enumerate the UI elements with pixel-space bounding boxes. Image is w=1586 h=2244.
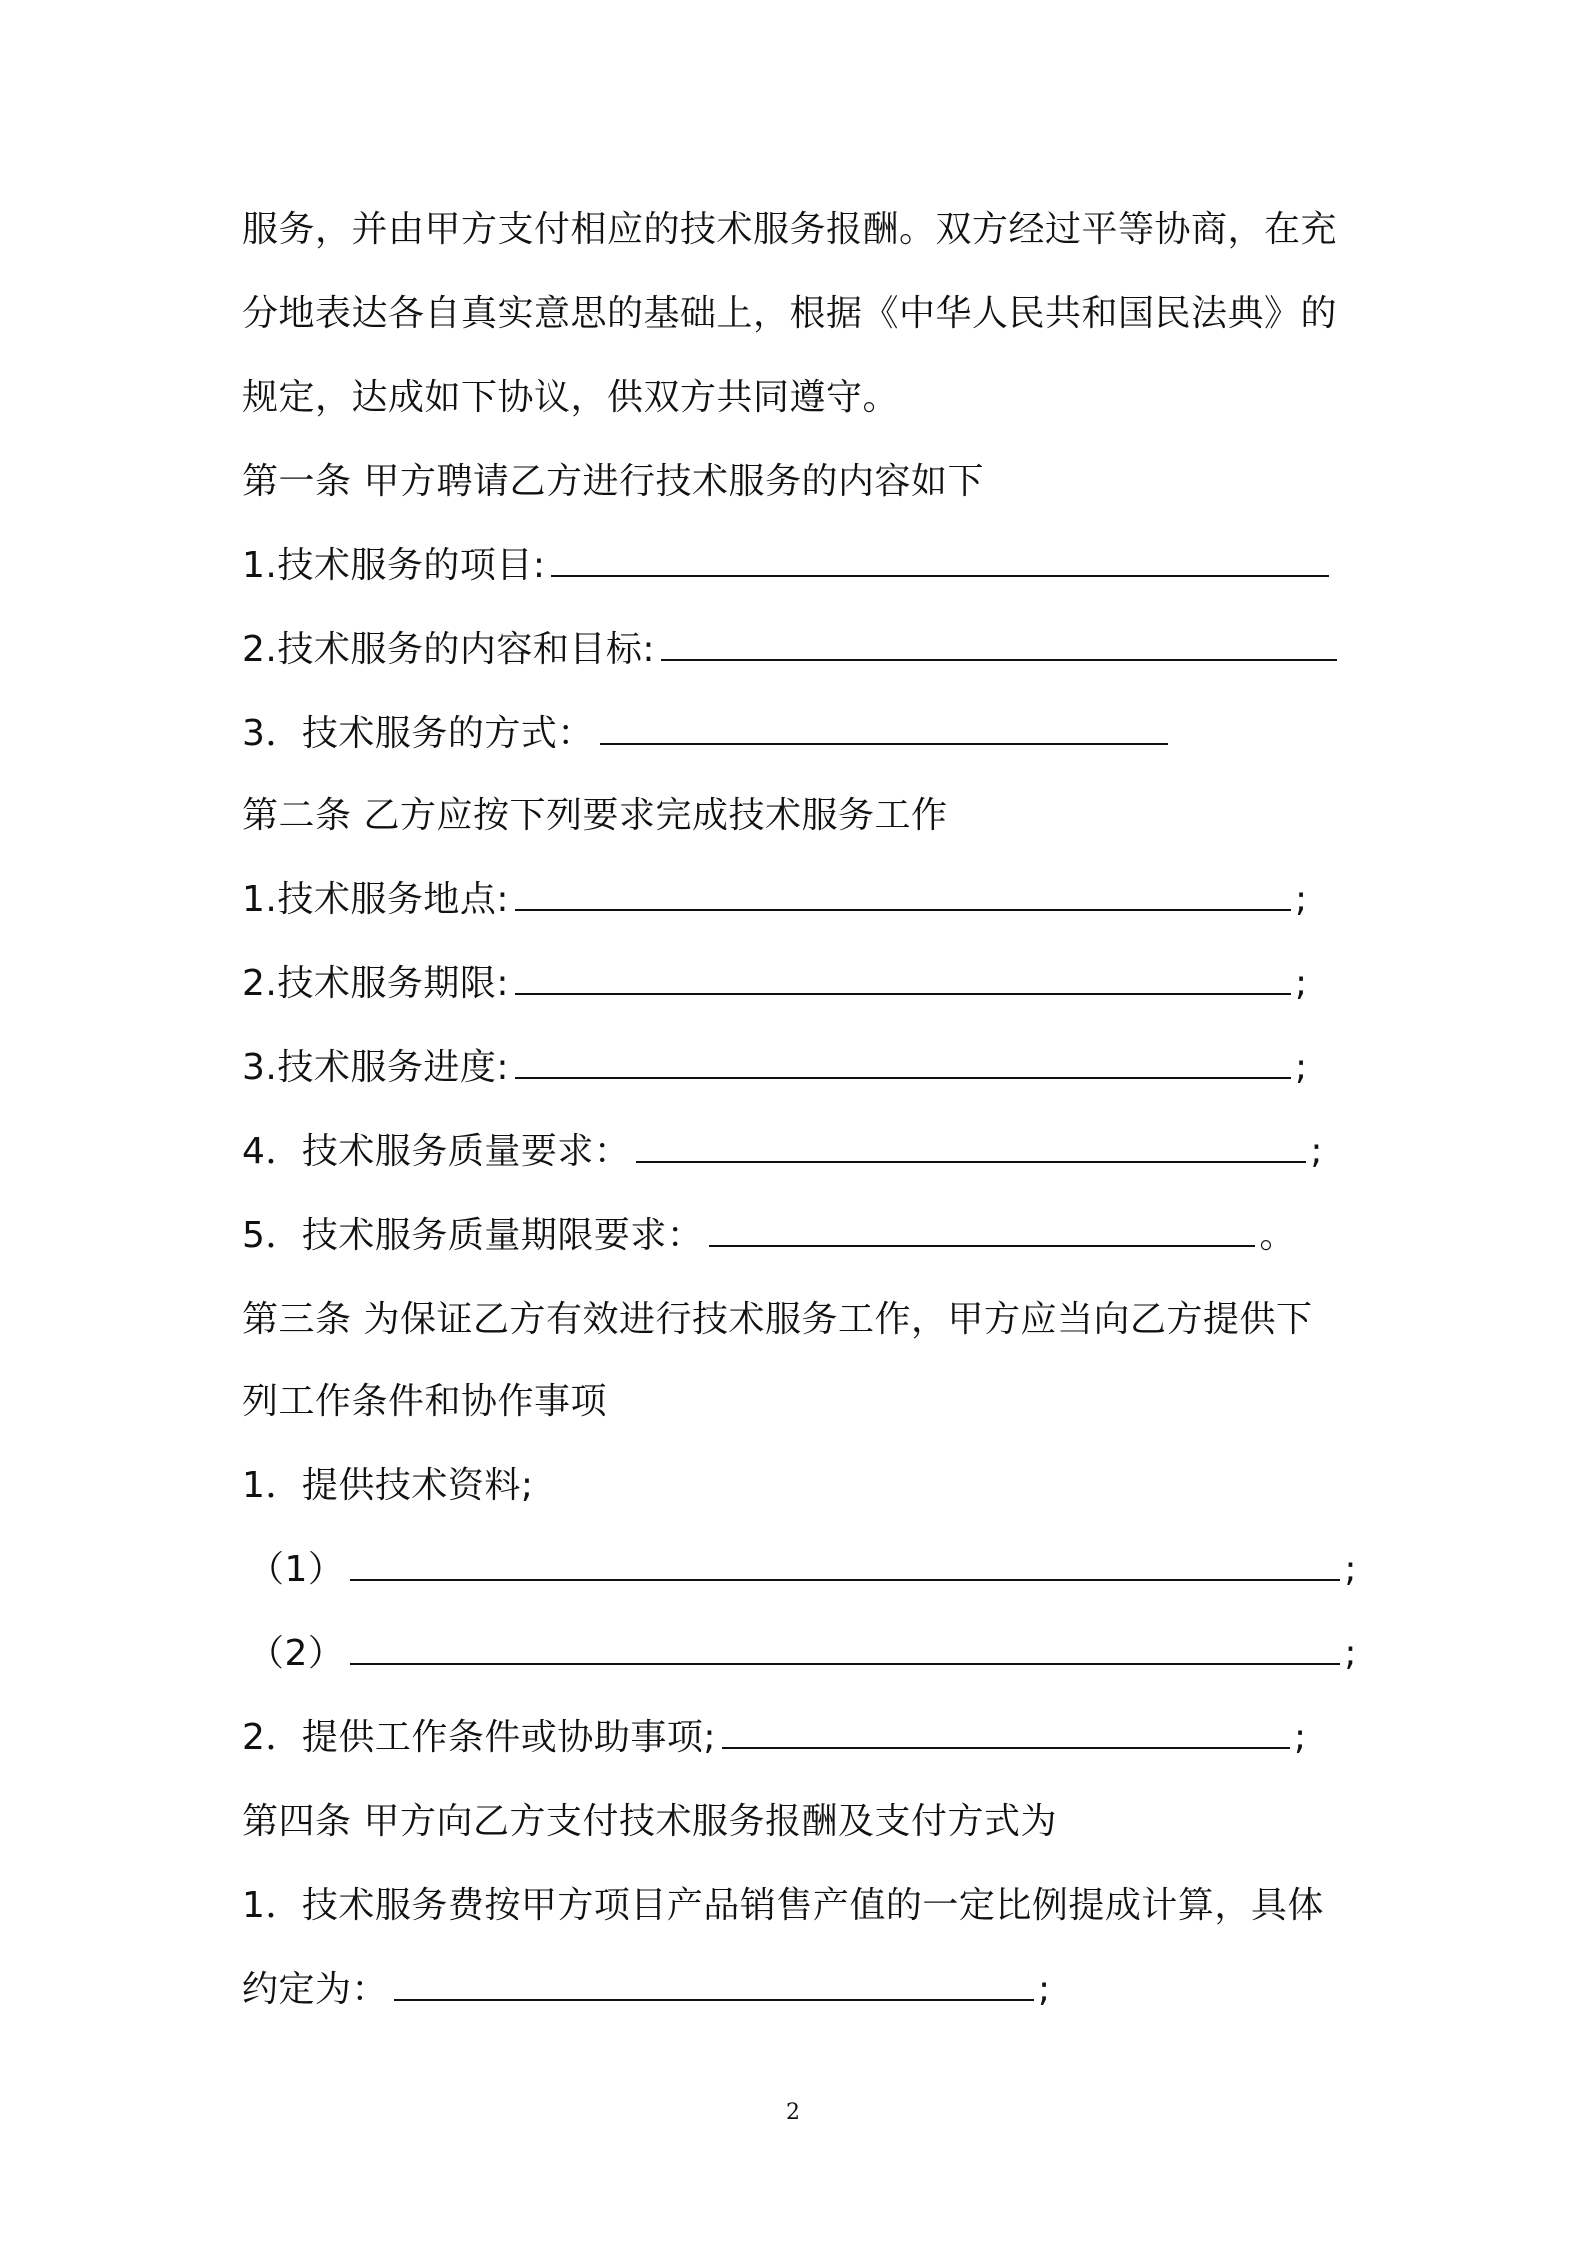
item-suffix: ; <box>1038 1969 1051 2010</box>
fill-in-blank[interactable] <box>394 1969 1034 2001</box>
item-label: （2） <box>248 1633 345 1674</box>
item-suffix: ; <box>1310 1131 1324 1172</box>
item-suffix: ; <box>1294 963 1308 1004</box>
article-4-title <box>242 1798 1057 1846</box>
item-suffix: ; <box>1344 1633 1358 1674</box>
fill-in-blank[interactable] <box>350 1633 1340 1665</box>
article-3-title-line-1 <box>242 1296 1312 1344</box>
article-1-item-2 <box>242 626 1341 674</box>
item-label: 3.技术服务进度: <box>242 1047 509 1088</box>
item-label: 3．技术服务的方式： <box>242 713 594 754</box>
fill-in-blank[interactable] <box>636 1131 1306 1163</box>
item-label: （1） <box>248 1549 345 1590</box>
fill-in-blank[interactable] <box>515 963 1291 995</box>
article-title-text: 第四条 甲方向乙方支付技术服务报酬及支付方式为 <box>242 1801 1057 1842</box>
article-2-title <box>242 792 947 840</box>
article-title-text: 第一条 甲方聘请乙方进行技术服务的内容如下 <box>242 461 984 502</box>
article-2-item-3 <box>242 1044 1308 1092</box>
article-title-text: 列工作条件和协作事项 <box>242 1381 608 1422</box>
article-3-item-2 <box>242 1714 1307 1762</box>
item-label: 5．技术服务质量期限要求： <box>242 1215 704 1256</box>
page-number: 2 <box>786 2100 800 2125</box>
item-suffix: ; <box>1294 879 1308 920</box>
fill-in-blank[interactable] <box>709 1215 1255 1247</box>
item-label: 4．技术服务质量要求： <box>242 1131 631 1172</box>
fill-in-blank[interactable] <box>350 1549 1340 1581</box>
fill-in-blank[interactable] <box>722 1717 1290 1749</box>
item-label: 1．技术服务费按甲方项目产品销售产值的一定比例提成计算，具体 <box>242 1885 1324 1926</box>
article-title-text: 第二条 乙方应按下列要求完成技术服务工作 <box>242 795 948 836</box>
article-3-title-line-2 <box>242 1378 607 1426</box>
article-2-item-1 <box>242 876 1308 924</box>
article-3-sub-item-2 <box>248 1630 1357 1678</box>
article-4-item-1-line-1 <box>242 1882 1324 1930</box>
paragraph-text: 服务，并由甲方支付相应的技术服务报酬。双方经过平等协商，在充 <box>242 209 1338 250</box>
fill-in-blank[interactable] <box>600 713 1168 745</box>
item-suffix: ; <box>1294 1047 1308 1088</box>
item-label: 2.技术服务的内容和目标: <box>242 629 655 670</box>
paragraph-line-2 <box>242 290 1337 338</box>
article-4-item-1-line-2 <box>242 1966 1051 2014</box>
item-label: 1．提供技术资料; <box>242 1465 534 1506</box>
fill-in-blank[interactable] <box>661 629 1337 661</box>
fill-in-blank[interactable] <box>551 545 1329 577</box>
paragraph-line-1 <box>242 206 1337 254</box>
item-label: 1.技术服务地点: <box>242 879 509 920</box>
item-suffix: ; <box>1344 1549 1358 1590</box>
item-label: 约定为： <box>242 1969 389 2010</box>
paragraph-text: 分地表达各自真实意思的基础上，根据《中华人民共和国民法典》的 <box>242 293 1338 334</box>
item-label: 2.技术服务期限: <box>242 963 509 1004</box>
article-3-item-1 <box>242 1462 534 1510</box>
item-label: 2．提供工作条件或协助事项; <box>242 1717 717 1758</box>
article-title-text: 第三条 为保证乙方有效进行技术服务工作，甲方应当向乙方提供下 <box>242 1299 1313 1340</box>
fill-in-blank[interactable] <box>515 879 1291 911</box>
item-label: 1.技术服务的项目: <box>242 545 546 586</box>
fill-in-blank[interactable] <box>515 1047 1291 1079</box>
article-1-item-1 <box>242 542 1333 590</box>
article-3-sub-item-1 <box>248 1546 1357 1594</box>
item-suffix: 。 <box>1259 1215 1296 1256</box>
article-2-item-2 <box>242 960 1308 1008</box>
paragraph-line-3 <box>242 374 899 422</box>
article-2-item-5 <box>242 1212 1296 1260</box>
paragraph-text: 规定，达成如下协议，供双方共同遵守。 <box>242 377 900 418</box>
item-suffix: ; <box>1294 1717 1307 1758</box>
article-1-item-3 <box>242 710 1172 758</box>
article-1-title <box>242 458 984 506</box>
article-2-item-4 <box>242 1128 1323 1176</box>
